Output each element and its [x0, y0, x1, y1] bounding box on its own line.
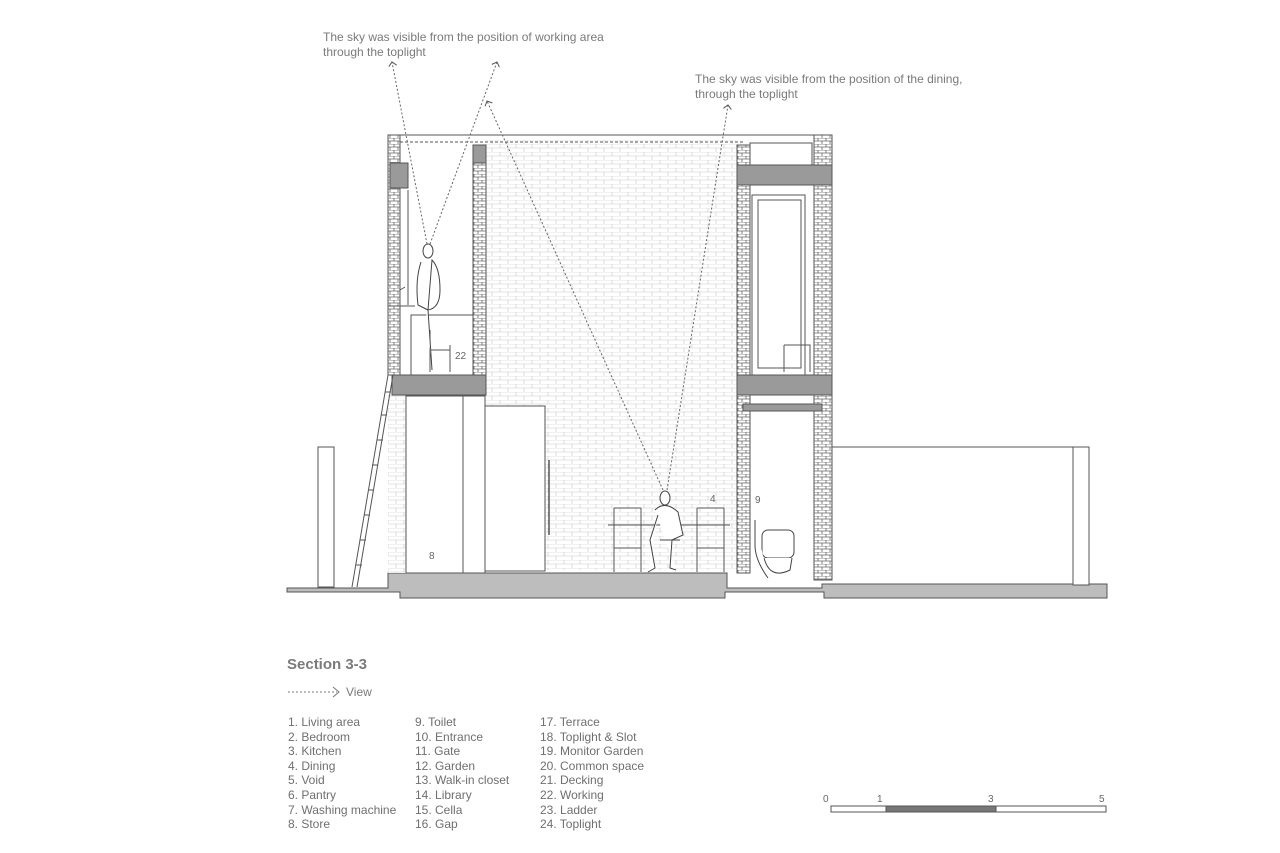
store-doors [406, 396, 549, 573]
legend-item: 13. Walk-in closet [415, 773, 510, 788]
legend-item: 11. Gate [415, 744, 461, 759]
room-number-working: 22 [455, 351, 467, 362]
room-number-store: 8 [429, 551, 435, 562]
legend-item: 21. Decking [540, 773, 604, 788]
dotted-arrow-icon [287, 684, 343, 700]
legend-item: 20. Common space [540, 758, 645, 773]
legend-item: 4. Dining [288, 758, 336, 773]
bedroom-window [752, 195, 810, 375]
scale-label: 3 [988, 794, 994, 805]
legend-item: 7. Washing machine [288, 802, 397, 817]
legend-item: 17. Terrace [540, 715, 600, 729]
legend-item: 6. Pantry [288, 787, 337, 802]
legend-column-3 [540, 715, 644, 832]
lower-left-brick [388, 395, 406, 573]
legend-item: 3. Kitchen [288, 744, 342, 759]
legend-item: 1. Living area [288, 715, 361, 729]
legend-item: 24. Toplight [540, 817, 602, 832]
legend-item: 19. Monitor Garden [540, 744, 644, 759]
scale-label: 0 [823, 794, 829, 805]
legend-item: 2. Bedroom [288, 729, 351, 744]
legend-item: 18. Toplight & Slot [540, 729, 637, 744]
legend-item: 15. Cella [415, 802, 463, 817]
section-title: Section 3-3 [287, 656, 368, 673]
legend-item: 16. Gap [415, 817, 458, 832]
legend-item: 23. Ladder [540, 802, 598, 817]
legend-item: 22. Working [540, 787, 604, 802]
legend-item: 5. Void [288, 773, 325, 788]
legend-item: 10. Entrance [415, 729, 484, 744]
room-number-toilet: 9 [755, 495, 761, 506]
ground [287, 573, 1107, 598]
room-number-dining: 4 [710, 494, 716, 505]
view-label: View [346, 685, 372, 699]
legend-column-1 [288, 715, 396, 832]
legend-item: 12. Garden [415, 758, 476, 773]
legend-item: 8. Store [288, 817, 331, 832]
annotation-sky-working: The sky was visible from the position of working area through the toplight [323, 30, 604, 59]
legend-item: 14. Library [415, 787, 472, 802]
scale-bar [831, 806, 1106, 812]
toilet [755, 520, 794, 578]
scale-label: 5 [1099, 794, 1105, 805]
legend-column-2 [415, 715, 509, 832]
ladder [352, 375, 393, 587]
scale-label: 1 [877, 794, 883, 805]
annotation-sky-dining: The sky was visible from the position of the dining, through the toplight [695, 72, 963, 101]
legend-item: 9. Toilet [415, 715, 457, 729]
